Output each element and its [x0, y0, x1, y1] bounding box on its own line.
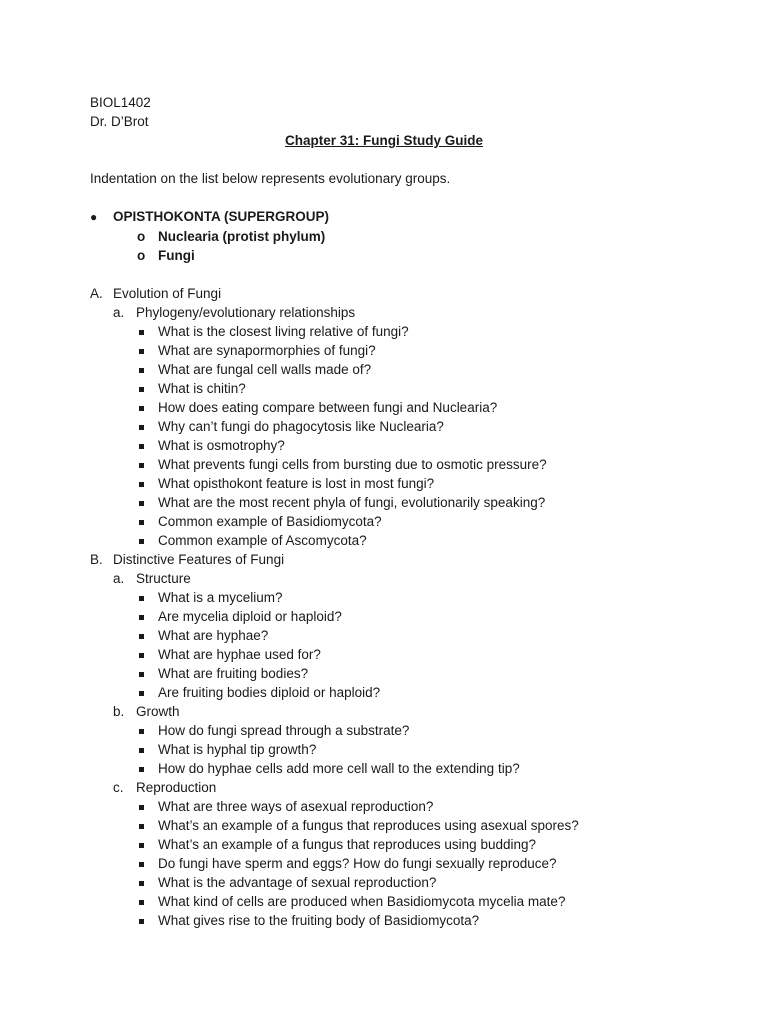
sub-bullet-icon: o [137, 229, 146, 244]
question-item: What kind of cells are produced when Basidiomycota mycelia mate? [158, 894, 566, 909]
square-bullet-icon [139, 843, 144, 848]
question-item: How does eating compare between fungi and Nuclearia? [158, 400, 498, 415]
subsection-marker: a. [113, 305, 125, 320]
question-item: What’s an example of a fungus that reproduces using asexual spores? [158, 818, 579, 833]
question-item: Do fungi have sperm and eggs? How do fungi sexually reproduce? [158, 856, 557, 871]
question-item: Common example of Ascomycota? [158, 533, 367, 548]
question-item: What are fungal cell walls made of? [158, 362, 372, 377]
question-item: Are mycelia diploid or haploid? [158, 609, 342, 624]
question-item: How do fungi spread through a substrate? [158, 723, 410, 738]
square-bullet-icon [139, 539, 144, 544]
square-bullet-icon [139, 729, 144, 734]
question-item: What is the closest living relative of fungi? [158, 324, 409, 339]
square-bullet-icon [139, 881, 144, 886]
bullet-icon: ● [90, 210, 98, 224]
square-bullet-icon [139, 596, 144, 601]
square-bullet-icon [139, 634, 144, 639]
question-item: What is chitin? [158, 381, 246, 396]
question-item: What is the advantage of sexual reproduction? [158, 875, 437, 890]
instructor-name: Dr. D’Brot [90, 114, 149, 129]
square-bullet-icon [139, 615, 144, 620]
taxon-item: Fungi [158, 248, 195, 263]
intro-text: Indentation on the list below represents evolutionary groups. [90, 171, 451, 186]
square-bullet-icon [139, 501, 144, 506]
subsection-marker: c. [113, 780, 124, 795]
supergroup-label: OPISTHOKONTA (SUPERGROUP) [113, 209, 330, 224]
square-bullet-icon [139, 330, 144, 335]
square-bullet-icon [139, 349, 144, 354]
question-item: What is osmotrophy? [158, 438, 285, 453]
course-code: BIOL1402 [90, 95, 151, 110]
question-item: What are hyphae used for? [158, 647, 321, 662]
question-item: What opisthokont feature is lost in most fungi? [158, 476, 435, 491]
square-bullet-icon [139, 900, 144, 905]
question-item: What are synapormorphies of fungi? [158, 343, 376, 358]
subsection-marker: a. [113, 571, 125, 586]
square-bullet-icon [139, 444, 144, 449]
square-bullet-icon [139, 406, 144, 411]
subsection-heading: Growth [136, 704, 180, 719]
section-marker: B. [90, 552, 103, 567]
square-bullet-icon [139, 919, 144, 924]
square-bullet-icon [139, 691, 144, 696]
question-item: How do hyphae cells add more cell wall to the extending tip? [158, 761, 520, 776]
section-marker: A. [90, 286, 103, 301]
section-heading: Evolution of Fungi [113, 286, 222, 301]
question-item: What are hyphae? [158, 628, 269, 643]
question-item: Are fruiting bodies diploid or haploid? [158, 685, 381, 700]
question-item: Why can’t fungi do phagocytosis like Nuclearia? [158, 419, 444, 434]
square-bullet-icon [139, 805, 144, 810]
square-bullet-icon [139, 824, 144, 829]
question-item: What is a mycelium? [158, 590, 283, 605]
taxon-item: Nuclearia (protist phylum) [158, 229, 326, 244]
square-bullet-icon [139, 463, 144, 468]
square-bullet-icon [139, 387, 144, 392]
square-bullet-icon [139, 748, 144, 753]
square-bullet-icon [139, 520, 144, 525]
square-bullet-icon [139, 425, 144, 430]
question-item: Common example of Basidiomycota? [158, 514, 382, 529]
sub-bullet-icon: o [137, 248, 146, 263]
question-item: What prevents fungi cells from bursting due to osmotic pressure? [158, 457, 547, 472]
question-item: What are the most recent phyla of fungi, evolutionarily speaking? [158, 495, 546, 510]
subsection-heading: Reproduction [136, 780, 217, 795]
question-item: What is hyphal tip growth? [158, 742, 317, 757]
page-title: Chapter 31: Fungi Study Guide [284, 133, 483, 148]
square-bullet-icon [139, 767, 144, 772]
square-bullet-icon [139, 368, 144, 373]
square-bullet-icon [139, 482, 144, 487]
question-item: What gives rise to the fruiting body of Basidiomycota? [158, 913, 480, 928]
subsection-heading: Phylogeny/evolutionary relationships [136, 305, 356, 320]
subsection-heading: Structure [136, 571, 191, 586]
square-bullet-icon [139, 862, 144, 867]
subsection-marker: b. [113, 704, 125, 719]
square-bullet-icon [139, 672, 144, 677]
square-bullet-icon [139, 653, 144, 658]
question-item: What are three ways of asexual reproduction? [158, 799, 434, 814]
question-item: What’s an example of a fungus that reproduces using budding? [158, 837, 536, 852]
question-item: What are fruiting bodies? [158, 666, 309, 681]
section-heading: Distinctive Features of Fungi [113, 552, 285, 567]
